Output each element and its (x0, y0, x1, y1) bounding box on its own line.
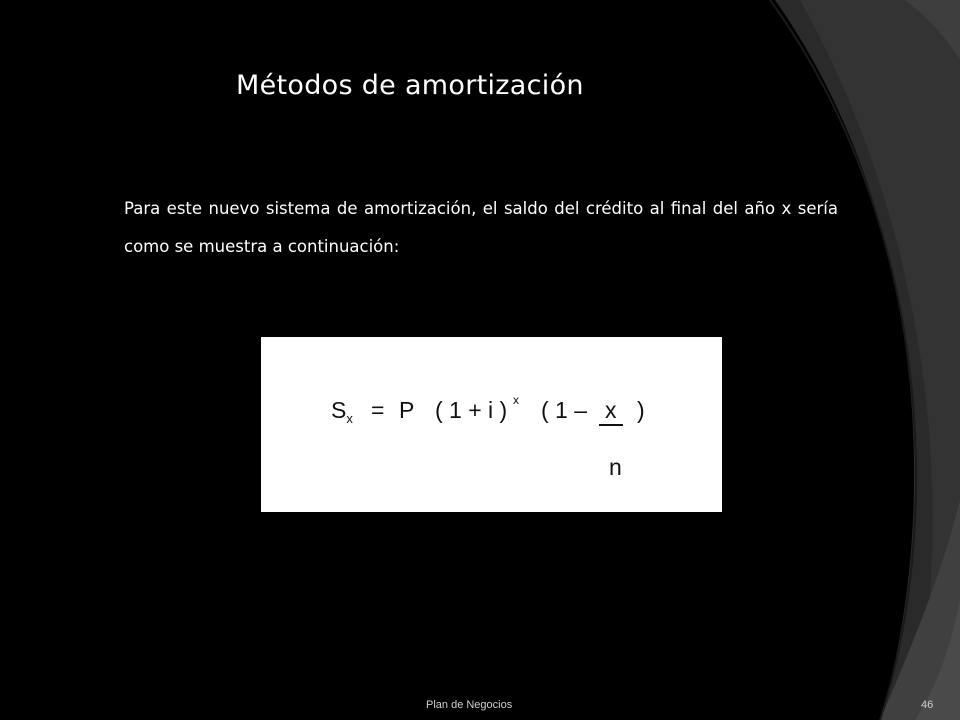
formula-image (261, 337, 722, 512)
formula-lhs-subscript: x (346, 411, 353, 426)
formula-numerator: x (599, 397, 623, 426)
formula-growth-term (435, 393, 519, 424)
formula-lhs (331, 397, 353, 424)
formula-equals: = (371, 397, 385, 423)
slide-title: Métodos de amortización (236, 70, 584, 101)
slide-body-text: Para este nuevo sistema de amortización, el saldo del crédito al final del año x sería como se muestra a continuación: (124, 199, 838, 256)
page-number: 46 (921, 699, 934, 711)
formula-factor-close: ) (637, 397, 645, 423)
formula-denominator: n (609, 454, 622, 480)
formula-principal: P (399, 397, 415, 423)
formula-growth-base: ( 1 + i ) (435, 397, 508, 423)
formula-factor-open: ( 1 – (541, 397, 588, 423)
footer-text: Plan de Negocios (426, 699, 513, 711)
formula-lhs-symbol: S (331, 397, 347, 423)
formula-growth-exponent: x (513, 393, 519, 407)
